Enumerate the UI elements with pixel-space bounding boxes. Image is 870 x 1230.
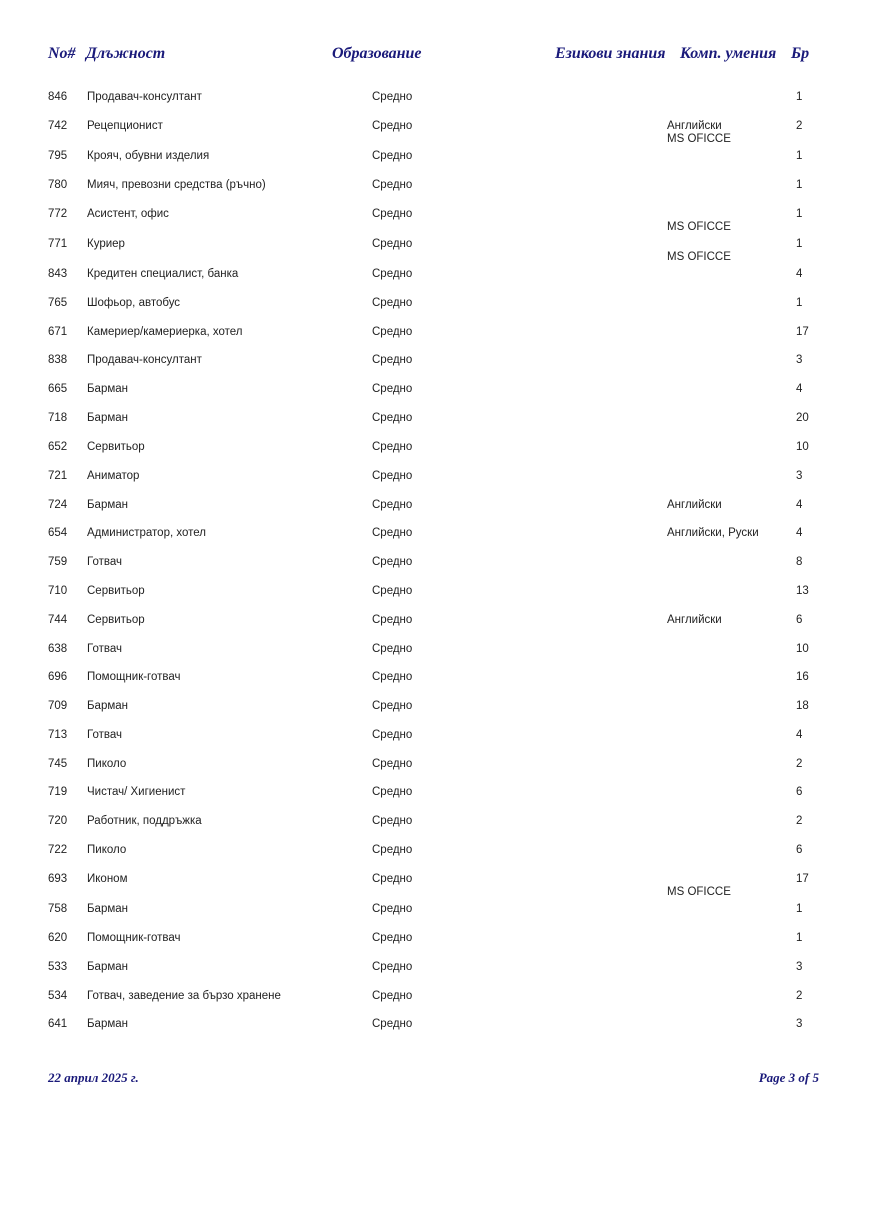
- row-education: Средно: [372, 990, 413, 1002]
- row-count: 1: [796, 238, 803, 250]
- row-position: Барман: [87, 412, 128, 424]
- table-row: [0, 729, 870, 749]
- table-row: [0, 585, 870, 605]
- table-row: [0, 671, 870, 691]
- row-education: Средно: [372, 383, 413, 395]
- row-count: 3: [796, 470, 803, 482]
- row-computer-skills: MS OFICCE: [667, 221, 731, 233]
- row-count: 6: [796, 844, 803, 856]
- row-position: Готвач: [87, 729, 122, 741]
- row-position: Сервитьор: [87, 614, 145, 626]
- row-number: 719: [48, 786, 68, 798]
- row-count: 1: [796, 932, 803, 944]
- row-count: 1: [796, 91, 803, 103]
- row-count: 3: [796, 1018, 803, 1030]
- header-languages: Езикови знания: [555, 45, 666, 62]
- row-languages: Английски: [667, 120, 722, 132]
- row-number: 721: [48, 470, 68, 482]
- row-education: Средно: [372, 208, 413, 220]
- row-number: 709: [48, 700, 68, 712]
- row-count: 1: [796, 208, 803, 220]
- row-count: 4: [796, 268, 803, 280]
- row-number: 765: [48, 297, 68, 309]
- row-count: 6: [796, 786, 803, 798]
- row-count: 10: [796, 643, 809, 655]
- row-number: 744: [48, 614, 68, 626]
- row-number: 758: [48, 903, 68, 915]
- row-position: Пиколо: [87, 844, 127, 856]
- table-row: [0, 354, 870, 374]
- row-position: Сервитьор: [87, 585, 145, 597]
- table-row: [0, 815, 870, 835]
- table-row: [0, 873, 870, 898]
- row-education: Средно: [372, 354, 413, 366]
- footer-page-number: Page 3 of 5: [758, 1070, 819, 1085]
- row-number: 696: [48, 671, 68, 683]
- row-number: 671: [48, 326, 68, 338]
- row-number: 780: [48, 179, 68, 191]
- row-count: 3: [796, 354, 803, 366]
- row-number: 846: [48, 91, 68, 103]
- table-row: [0, 614, 870, 634]
- row-number: 665: [48, 383, 68, 395]
- row-education: Средно: [372, 758, 413, 770]
- table-row: [0, 470, 870, 490]
- row-computer-skills: MS OFICCE: [667, 251, 731, 263]
- row-position: Асистент, офис: [87, 208, 169, 220]
- row-number: 843: [48, 268, 68, 280]
- row-languages: Английски: [667, 499, 722, 511]
- row-position: Барман: [87, 903, 128, 915]
- row-education: Средно: [372, 815, 413, 827]
- table-row: [0, 556, 870, 576]
- row-number: 720: [48, 815, 68, 827]
- table-row: [0, 150, 870, 170]
- row-position: Помощник-готвач: [87, 671, 181, 683]
- row-education: Средно: [372, 150, 413, 162]
- row-number: 795: [48, 150, 68, 162]
- row-number: 759: [48, 556, 68, 568]
- row-education: Средно: [372, 412, 413, 424]
- row-position: Продавач-консултант: [87, 354, 202, 366]
- row-position: Продавач-консултант: [87, 91, 202, 103]
- row-education: Средно: [372, 961, 413, 973]
- row-count: 1: [796, 297, 803, 309]
- row-count: 6: [796, 614, 803, 626]
- row-education: Средно: [372, 786, 413, 798]
- header-education: Образование: [332, 45, 422, 62]
- row-position: Барман: [87, 1018, 128, 1030]
- row-position: Мияч, превозни средства (ръчно): [87, 179, 266, 191]
- row-education: Средно: [372, 238, 413, 250]
- row-count: 3: [796, 961, 803, 973]
- table-row: [0, 179, 870, 199]
- row-number: 534: [48, 990, 68, 1002]
- row-number: 745: [48, 758, 68, 770]
- row-number: 713: [48, 729, 68, 741]
- row-education: Средно: [372, 527, 413, 539]
- table-row: [0, 91, 870, 111]
- row-count: 16: [796, 671, 809, 683]
- table-row: [0, 932, 870, 952]
- footer-date: 22 април 2025 г.: [48, 1070, 139, 1085]
- row-education: Средно: [372, 1018, 413, 1030]
- table-row: [0, 527, 870, 547]
- row-position: Крояч, обувни изделия: [87, 150, 210, 162]
- row-education: Средно: [372, 297, 413, 309]
- row-number: 724: [48, 499, 68, 511]
- row-education: Средно: [372, 643, 413, 655]
- row-count: 1: [796, 179, 803, 191]
- row-number: 742: [48, 120, 68, 132]
- row-number: 652: [48, 441, 68, 453]
- row-count: 4: [796, 729, 803, 741]
- row-count: 13: [796, 585, 809, 597]
- row-education: Средно: [372, 614, 413, 626]
- row-education: Средно: [372, 873, 413, 885]
- row-education: Средно: [372, 556, 413, 568]
- row-number: 620: [48, 932, 68, 944]
- table-row: [0, 758, 870, 778]
- header-position: Длъжност: [86, 45, 166, 62]
- row-languages: Английски, Руски: [667, 527, 759, 539]
- row-position: Сервитьор: [87, 441, 145, 453]
- table-row: [0, 903, 870, 923]
- row-count: 2: [796, 990, 803, 1002]
- row-position: Камериер/камериерка, хотел: [87, 326, 243, 338]
- row-position: Иконом: [87, 873, 128, 885]
- table-row: [0, 326, 870, 346]
- row-education: Средно: [372, 91, 413, 103]
- row-count: 20: [796, 412, 809, 424]
- row-position: Работник, поддръжка: [87, 815, 202, 827]
- table-row: [0, 412, 870, 432]
- header-no: No#: [48, 45, 76, 62]
- row-education: Средно: [372, 470, 413, 482]
- row-position: Барман: [87, 383, 128, 395]
- row-count: 2: [796, 758, 803, 770]
- row-position: Пиколо: [87, 758, 127, 770]
- table-row: [0, 441, 870, 461]
- row-position: Куриер: [87, 238, 125, 250]
- row-position: Шофьор, автобус: [87, 297, 181, 309]
- row-count: 4: [796, 383, 803, 395]
- row-number: 641: [48, 1018, 68, 1030]
- row-count: 4: [796, 499, 803, 511]
- row-position: Кредитен специалист, банка: [87, 268, 239, 280]
- row-position: Рецепционист: [87, 120, 163, 132]
- row-education: Средно: [372, 268, 413, 280]
- table-row: [0, 700, 870, 720]
- table-row: [0, 383, 870, 403]
- row-position: Помощник-готвач: [87, 932, 181, 944]
- table-row: [0, 208, 870, 233]
- row-count: 1: [796, 150, 803, 162]
- row-position: Готвач, заведение за бързо хранене: [87, 990, 281, 1002]
- row-position: Администратор, хотел: [87, 527, 206, 539]
- row-number: 654: [48, 527, 68, 539]
- row-number: 693: [48, 873, 68, 885]
- row-count: 17: [796, 326, 809, 338]
- row-position: Барман: [87, 700, 128, 712]
- row-number: 710: [48, 585, 68, 597]
- table-row: [0, 844, 870, 864]
- row-count: 2: [796, 120, 803, 132]
- row-position: Готвач: [87, 643, 122, 655]
- row-number: 838: [48, 354, 68, 366]
- row-count: 8: [796, 556, 803, 568]
- row-position: Аниматор: [87, 470, 140, 482]
- row-education: Средно: [372, 585, 413, 597]
- row-count: 4: [796, 527, 803, 539]
- row-count: 10: [796, 441, 809, 453]
- row-number: 722: [48, 844, 68, 856]
- table-row: [0, 786, 870, 806]
- row-education: Средно: [372, 903, 413, 915]
- row-computer-skills: MS OFICCE: [667, 133, 731, 145]
- row-count: 17: [796, 873, 809, 885]
- table-row: [0, 961, 870, 981]
- row-number: 718: [48, 412, 68, 424]
- row-education: Средно: [372, 179, 413, 191]
- row-computer-skills: MS OFICCE: [667, 886, 731, 898]
- row-education: Средно: [372, 499, 413, 511]
- row-education: Средно: [372, 671, 413, 683]
- row-count: 1: [796, 903, 803, 915]
- row-education: Средно: [372, 700, 413, 712]
- row-education: Средно: [372, 120, 413, 132]
- row-position: Готвач: [87, 556, 122, 568]
- row-education: Средно: [372, 326, 413, 338]
- row-count: 18: [796, 700, 809, 712]
- header-computer-skills: Комп. умения: [680, 45, 777, 62]
- table-row: [0, 990, 870, 1010]
- table-row: [0, 643, 870, 663]
- header-count: Бр: [791, 45, 810, 62]
- row-education: Средно: [372, 844, 413, 856]
- row-number: 772: [48, 208, 68, 220]
- row-count: 2: [796, 815, 803, 827]
- row-number: 533: [48, 961, 68, 973]
- row-position: Чистач/ Хигиенист: [87, 786, 186, 798]
- table-row: [0, 499, 870, 519]
- table-row: [0, 1018, 870, 1038]
- row-education: Средно: [372, 932, 413, 944]
- row-position: Барман: [87, 961, 128, 973]
- row-position: Барман: [87, 499, 128, 511]
- row-number: 638: [48, 643, 68, 655]
- table-row: [0, 297, 870, 317]
- table-row: [0, 120, 870, 145]
- table-row: [0, 238, 870, 263]
- row-languages: Английски: [667, 614, 722, 626]
- row-education: Средно: [372, 729, 413, 741]
- row-education: Средно: [372, 441, 413, 453]
- table-row: [0, 268, 870, 288]
- row-number: 771: [48, 238, 68, 250]
